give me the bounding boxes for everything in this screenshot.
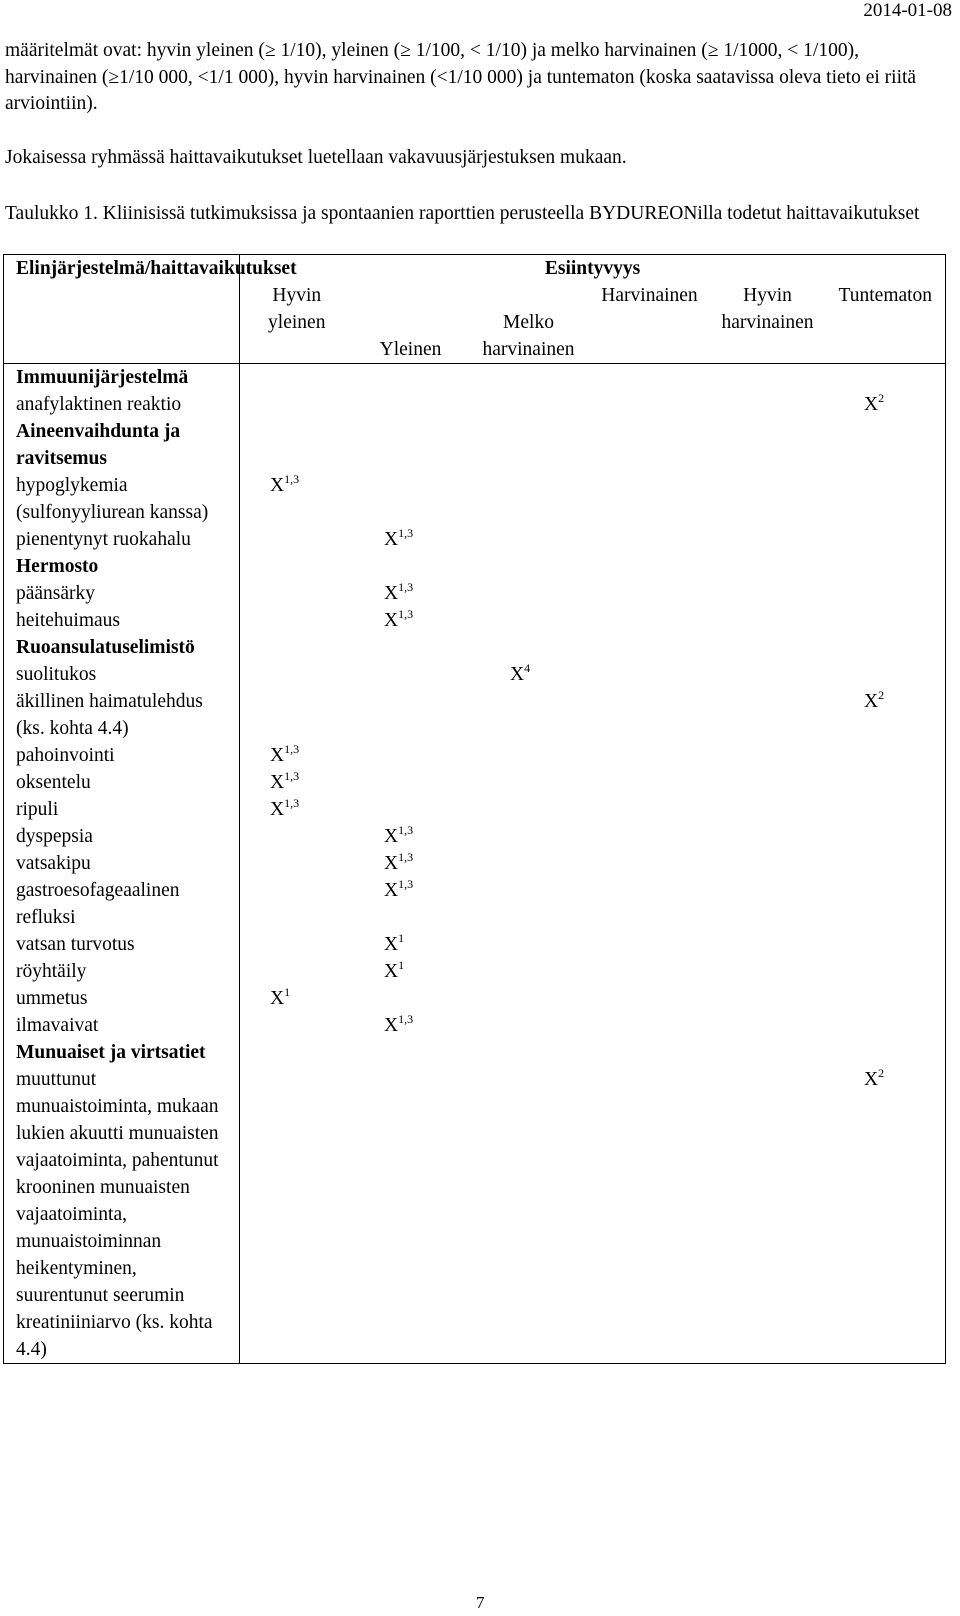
col-header-rare: Harvinainen	[590, 282, 710, 364]
table-row	[4, 1066, 946, 1364]
frequency-mark-x: X	[270, 475, 285, 496]
adverse-reaction-label: dyspepsia	[4, 823, 240, 850]
adverse-reaction-label: röyhtäily	[4, 958, 240, 985]
frequency-mark-footnote: 1,3	[398, 1012, 414, 1026]
adverse-reaction-label: muuttunut munuaistoiminta, mukaan lukien akuutti munuaisten vajaatoiminta, pahentunut krooninen munuaisten vajaatoiminta, munuaistoiminnan heikentyminen, suurentunut seerumin kreatiniiniarvo (ks. kohta 4.4)	[4, 1066, 240, 1364]
frequency-mark	[384, 1012, 413, 1039]
adverse-reaction-label: oksentelu	[4, 769, 240, 796]
frequency-mark	[270, 769, 299, 796]
frequency-mark	[384, 877, 413, 904]
frequency-mark-x: X	[864, 691, 879, 712]
col-header-very-rare: Hyvin harvinainen	[710, 282, 826, 364]
adverse-reaction-label: gastroesofageaalinen refluksi	[4, 877, 240, 931]
frequency-mark-footnote: 1,3	[398, 526, 414, 540]
table-group-row	[4, 634, 946, 661]
adverse-reaction-label: hypoglykemia (sulfonyyliurean kanssa)	[4, 472, 240, 526]
table-body	[4, 255, 946, 1364]
frequency-mark	[384, 958, 404, 985]
frequency-mark-x: X	[864, 1069, 879, 1090]
frequency-cell	[240, 391, 946, 418]
frequency-cell	[240, 634, 946, 661]
adverse-reaction-label: vatsan turvotus	[4, 931, 240, 958]
table-row	[4, 391, 946, 418]
table-caption: Taulukko 1. Kliinisissä tutkimuksissa ja spontaanien raporttien perusteella BYDUREONilla todetut haittavaikutukset	[5, 203, 920, 224]
frequency-mark-footnote: 4	[524, 661, 531, 675]
frequency-mark-footnote: 1,3	[398, 823, 414, 837]
frequency-mark-footnote: 1,3	[284, 796, 300, 810]
frequency-mark	[510, 661, 530, 688]
frequency-cell	[240, 1039, 946, 1066]
table-row	[4, 769, 946, 796]
frequency-cell	[240, 1066, 946, 1364]
frequency-cell	[240, 364, 946, 392]
frequency-mark-footnote: 1,3	[398, 580, 414, 594]
frequency-cell	[240, 1012, 946, 1039]
frequency-cell	[240, 769, 946, 796]
frequency-mark-x: X	[384, 853, 399, 874]
adverse-reaction-label: pahoinvointi	[4, 742, 240, 769]
table-group-row	[4, 553, 946, 580]
frequency-mark-x: X	[384, 1015, 399, 1036]
table-group-row	[4, 364, 946, 392]
frequency-mark-footnote: 1,3	[284, 742, 300, 756]
frequency-cell	[240, 823, 946, 850]
frequency-cell	[240, 472, 946, 526]
frequency-mark-footnote: 1,3	[398, 607, 414, 621]
adverse-reaction-label: heitehuimaus	[4, 607, 240, 634]
document-date: 2014-01-08	[863, 0, 952, 21]
frequency-mark	[270, 985, 290, 1012]
table-row	[4, 823, 946, 850]
table-row	[4, 580, 946, 607]
table-header-row	[4, 255, 946, 283]
col-header-uncommon: Melko harvinainen	[468, 282, 590, 364]
frequency-mark	[384, 931, 404, 958]
adverse-reaction-label: suolitukos	[4, 661, 240, 688]
organ-system-label: Hermosto	[4, 553, 240, 580]
table-row	[4, 661, 946, 688]
table-group-row	[4, 418, 946, 472]
adverse-reaction-label: pienentynyt ruokahalu	[4, 526, 240, 553]
table-row	[4, 877, 946, 931]
organ-system-label: Munuaiset ja virtsatiet	[4, 1039, 240, 1066]
frequency-mark-x: X	[384, 826, 399, 847]
frequency-mark-x: X	[270, 799, 285, 820]
table-row	[4, 931, 946, 958]
frequency-mark	[384, 823, 413, 850]
table-row	[4, 985, 946, 1012]
frequency-mark	[384, 850, 413, 877]
table-row	[4, 472, 946, 526]
frequency-cell	[240, 877, 946, 931]
frequency-mark-x: X	[270, 772, 285, 793]
frequency-mark	[864, 688, 884, 715]
organ-system-label: Immuunijärjestelmä	[4, 364, 240, 392]
frequency-mark	[864, 391, 884, 418]
table-row	[4, 607, 946, 634]
frequency-mark-footnote: 1,3	[398, 850, 414, 864]
frequency-mark-footnote: 1	[398, 931, 405, 945]
col-header-unknown: Tuntematon	[826, 282, 946, 364]
frequency-cell	[240, 580, 946, 607]
table-row	[4, 742, 946, 769]
frequency-mark-x: X	[384, 529, 399, 550]
frequency-mark-x: X	[384, 880, 399, 901]
adverse-reaction-label: päänsärky	[4, 580, 240, 607]
table-group-row	[4, 1039, 946, 1066]
frequency-mark-x: X	[510, 664, 525, 685]
frequency-mark-x: X	[270, 745, 285, 766]
table-row	[4, 958, 946, 985]
frequency-mark-x: X	[384, 610, 399, 631]
page-number: 7	[476, 1593, 485, 1612]
frequency-mark-footnote: 2	[878, 391, 885, 405]
adverse-reaction-label: ummetus	[4, 985, 240, 1012]
frequency-mark-x: X	[384, 961, 399, 982]
frequency-mark-x: X	[270, 988, 285, 1009]
frequency-mark-footnote: 1,3	[284, 472, 300, 486]
adverse-reaction-label: äkillinen haimatulehdus (ks. kohta 4.4)	[4, 688, 240, 742]
frequency-cell	[240, 418, 946, 472]
frequency-definitions: määritelmät ovat: hyvin yleinen (≥ 1/10), yleinen (≥ 1/100, < 1/10) ja melko harvinainen (≥ 1/1000, < 1/100), harvinainen (≥1/10 000, <1/1 000), hyvin harvinainen (<1/10 000) ja tuntematon (koska saatavissa oleva tieto ei riitä arviointiin).	[5, 40, 917, 114]
frequency-mark-x: X	[864, 394, 879, 415]
adverse-reaction-label: ilmavaivat	[4, 1012, 240, 1039]
table-row	[4, 688, 946, 742]
frequency-cell	[240, 553, 946, 580]
frequency-mark	[384, 526, 413, 553]
frequency-cell	[240, 796, 946, 823]
frequency-mark-footnote: 1	[398, 958, 405, 972]
frequency-cell	[240, 688, 946, 742]
frequency-cell	[240, 607, 946, 634]
frequency-mark-x: X	[384, 583, 399, 604]
col-header-common: Yleinen	[354, 282, 468, 364]
frequency-mark	[864, 1066, 884, 1093]
frequency-mark	[270, 742, 299, 769]
frequency-cell	[240, 526, 946, 553]
table-row	[4, 850, 946, 877]
frequency-cell	[240, 958, 946, 985]
organ-system-label: Aineenvaihdunta ja ravitsemus	[4, 418, 240, 472]
frequency-mark	[384, 607, 413, 634]
frequency-cell	[240, 850, 946, 877]
frequency-cell	[240, 742, 946, 769]
frequency-mark-footnote: 2	[878, 688, 885, 702]
frequency-mark	[270, 796, 299, 823]
frequency-cell	[240, 985, 946, 1012]
adverse-reaction-label: anafylaktinen reaktio	[4, 391, 240, 418]
frequency-mark-x: X	[384, 934, 399, 955]
col-header-very-common: Hyvin yleinen	[240, 282, 354, 364]
frequency-mark	[270, 472, 299, 499]
table-row	[4, 796, 946, 823]
frequency-mark-footnote: 1,3	[398, 877, 414, 891]
frequency-cell	[240, 931, 946, 958]
header-frequency: Esiintyvyys	[240, 255, 946, 283]
frequency-mark	[384, 580, 413, 607]
organ-system-label: Ruoansulatuselimistö	[4, 634, 240, 661]
table-row	[4, 526, 946, 553]
frequency-cell	[240, 661, 946, 688]
ordering-note: Jokaisessa ryhmässä haittavaikutukset luetellaan vakavuusjärjestuksen mukaan.	[5, 147, 627, 168]
frequency-mark-footnote: 1,3	[284, 769, 300, 783]
header-organ-system: Elinjärjestelmä/haittavaikutukset	[4, 255, 240, 364]
table-row	[4, 1012, 946, 1039]
frequency-mark-footnote: 2	[878, 1066, 885, 1080]
adverse-reaction-label: vatsakipu	[4, 850, 240, 877]
adverse-reactions-table	[3, 254, 946, 1364]
adverse-reaction-label: ripuli	[4, 796, 240, 823]
frequency-mark-footnote: 1	[284, 985, 291, 999]
